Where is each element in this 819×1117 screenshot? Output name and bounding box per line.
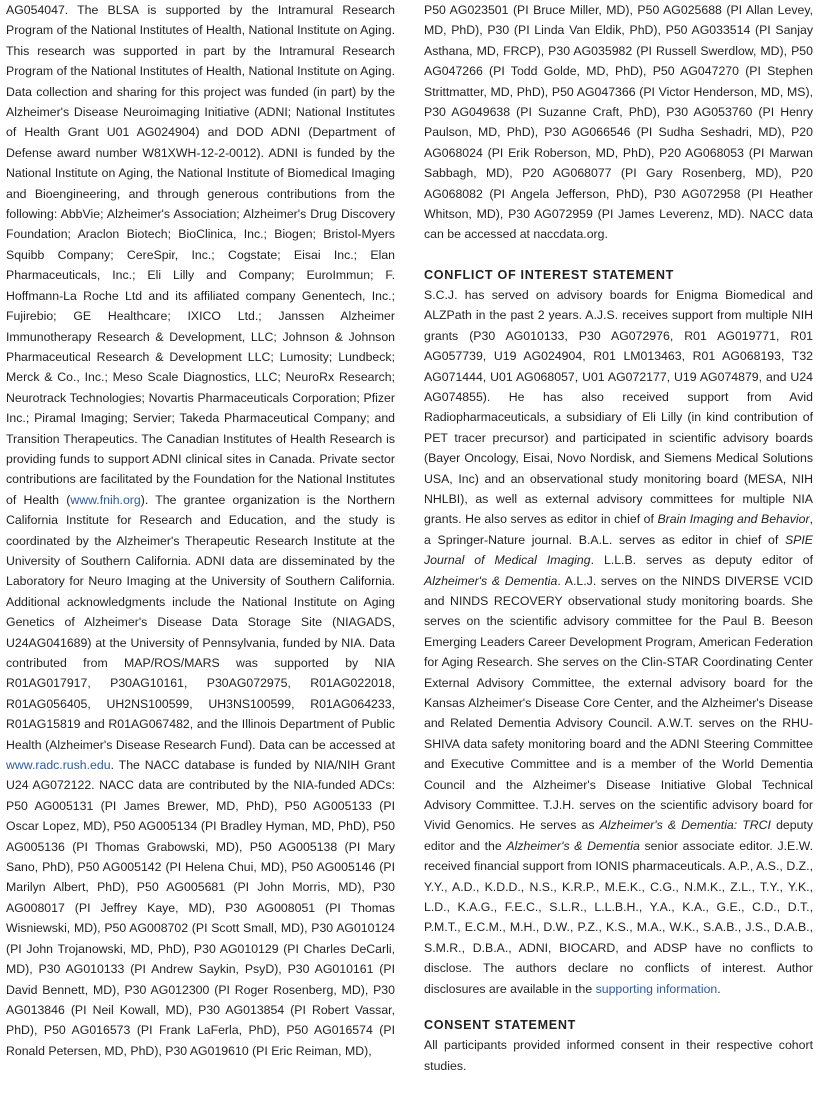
funding-text-2: ). The grantee organization is the Northern California Institute for Research and Education, and the study is coordinated by the Alzheimer's Therapeutic Research Institute at the University of Southern California. ADNI data are disseminated by the Laboratory for Neuro Imaging at the University of Southern California. Additional acknowledgments include the National Institute on Aging Genetics of Alzheimer's Disease Data Storage Site (NIAGADS, U24AG041689) at the University of Pennsylvania, funded by NIA. Data contributed from MAP/ROS/MARS was supported by NIA R01AG017917, P30AG10161, P30AG072975, R01AG022018, R01AG056405, UH2NS100599, UH3NS100599, R01AG064233, R01AG15819 and R01AG067482, and the Illinois Department of Public Health (Alzheimer's Disease Research Fund). Data can be accessed at	[6, 492, 396, 752]
journal-title: Alzheimer's & Dementia	[424, 573, 558, 588]
coi-text-7: .	[717, 981, 721, 996]
consent-paragraph: All participants provided informed consent in their respective cohort studies.	[424, 1038, 813, 1073]
coi-paragraph	[424, 285, 813, 999]
coi-text-2: , a Springer-Nature journal. B.A.L. serves as editor in chief of	[424, 512, 813, 547]
nacc-paragraph: P50 AG023501 (PI Bruce Miller, MD), P50 AG025688 (PI Allan Levey, MD, PhD), P30 (PI Linda Van Eldik, PhD), P50 AG033514 (PI Sanjay Asthana, MD, FRCP), P30 AG035982 (PI Russell Swerdlow, MD), P50 AG047266 (PI Todd Golde, MD, PhD), P50 AG047270 (PI Stephen Strittmatter, MD, PhD), P50 AG047366 (PI Victor Henderson, MD, MS), P30 AG049638 (PI Suzanne Craft, PhD), P30 AG053760 (PI Henry Paulson, MD, PhD), P30 AG066546 (PI Sudha Seshadri, MD), P20 AG068024 (PI Erik Roberson, MD, PhD), P20 AG068053 (PI Marwan Sabbagh, MD), P20 AG068077 (PI Gary Rosenberg, MD), P20 AG068082 (PI Angela Jefferson, PhD), P30 AG072958 (PI Heather Whitson, MD), P30 AG072959 (PI James Leverenz, MD). NACC data can be accessed at naccdata.org.	[424, 3, 813, 242]
funding-paragraph	[6, 0, 395, 1061]
coi-text-4: . A.L.J. serves on the NINDS DIVERSE VCID and NINDS RECOVERY observational study monitoring boards. She serves on the scientific advisory committee for the Paul B. Beeson Emerging Leaders Career Development Program, American Federation for Aging Research. She serves on the Clin-STAR Coordinating Center External Advisory Committee, the external advisory board for the Kansas Alzheimer's Disease Core Center, and the Alzheimer's Disease and Related Dementia Advisory Council. A.W.T. serves on the RHU-SHIVA data safety monitoring board and the ADNI Steering Committee and Executive Committee and is a member of the World Dementia Council and the Alzheimer's Disease Initiative Global Technical Advisory Committee. T.J.H. serves on the scientific advisory board for Vivid Genomics. He serves as	[424, 573, 813, 833]
consent-heading: CONSENT STATEMENT	[424, 1018, 577, 1033]
right-column	[424, 0, 813, 1076]
radc-link[interactable]: www.radc.rush.edu	[6, 758, 111, 773]
funding-text-1: AG054047. The BLSA is supported by the Intramural Research Program of the National Institutes of Health, National Institute on Aging. This research was supported in part by the Intramural Research Program of the National Institutes of Health, National Institute on Aging. Data collection and sharing for this project was funded (in part) by the Alzheimer's Disease Neuroimaging Initiative (ADNI; National Institutes of Health Grant U01 AG024904) and DOD ADNI (Department of Defense award number W81XWH-12-2-0012). ADNI is funded by the National Institute on Aging, the National Institute of Biomedical Imaging and Bioengineering, and through generous contributions from the following: AbbVie; Alzheimer's Association; Alzheimer's Drug Discovery Foundation; Araclon Biotech; BioClinica, Inc.; Biogen; Bristol-Myers Squibb Company; CereSpir, Inc.; Cogstate; Eisai Inc.; Elan Pharmaceuticals, Inc.; Eli Lilly and Company; EuroImmun; F. Hoffmann-La Roche Ltd and its affiliated company Genentech, Inc.; Fujirebio; GE Healthcare; IXICO Ltd.; Janssen Alzheimer Immunotherapy Research & Development, LLC; Johnson & Johnson Pharmaceutical Research & Development LLC; Lumosity; Lundbeck; Merck & Co., Inc.; Meso Scale Diagnostics, LLC; NeuroRx Research; Neurotrack Technologies; Novartis Pharmaceuticals Corporation; Pfizer Inc.; Piramal Imaging; Servier; Takeda Pharmaceutical Company; and Transition Therapeutics. The Canadian Institutes of Health Research is providing funds to support ADNI clinical sites in Canada. Private sector contributions are facilitated by the Foundation for the National Institutes of Health (	[6, 3, 395, 507]
coi-text-3: . L.L.B. serves as deputy editor of	[590, 553, 813, 568]
supporting-information-link[interactable]: supporting information	[595, 981, 718, 996]
fnih-link[interactable]: www.fnih.org	[70, 492, 141, 507]
coi-text-1: S.C.J. has served on advisory boards for Enigma Biomedical and ALZPath in the past 2 years. A.J.S. receives support from multiple NIH grants (P30 AG010133, P30 AG072976, R01 AG019771, R01 AG057739, U19 AG024904, R01 LM013463, R01 AG068193, T32 AG071444, U01 AG068057, U01 AG072177, U19 AG074879, and U24 AG074855). He has also received support from Avid Radiopharmaceuticals, a subsidiary of Eli Lilly (in kind contribution of PET tracer precursor) and participated in scientific advisory boards (Bayer Oncology, Eisai, Novo Nordisk, and Siemens Medical Solutions USA, Inc) and an observational study monitoring board (MESA, NIH NHLBI), as well as external advisory committees for multiple NIA grants. He also serves as editor in chief of	[424, 287, 813, 527]
journal-title: Alzheimer's & Dementia: TRCI	[599, 818, 771, 833]
coi-text-6: senior associate editor. J.E.W. received financial support from IONIS pharmaceuticals. A.P., A.S., D.Z., Y.Y., A.D., K.D.D., N.S., K.R.P., M.E.K., C.G., N.M.K., Z.L., T.Y., Y.K., L.D., K.A.G., F.E.C., S.L.R., L.L.B.H., Y.A., K.A., G.E., C.D., D.T., P.M.T., E.C.M., M.H., D.W., P.Z., K.S., M.A., W.K., S.A.B., J.S., D.A.B., S.M.R., D.B.A., ADNI, BIOCARD, and ADSP have no conflicts to disclose. The authors declare no conflicts of interest. Author disclosures are available in the	[424, 838, 813, 996]
journal-title: Brain Imaging and Behavior	[657, 512, 810, 527]
coi-heading: CONFLICT OF INTEREST STATEMENT	[424, 267, 675, 282]
left-column	[6, 0, 395, 1061]
funding-text-3: . The NACC database is funded by NIA/NIH Grant U24 AG072122. NACC data are contributed by the NIA-funded ADCs: P50 AG005131 (PI James Brewer, MD, PhD), P50 AG005133 (PI Oscar Lopez, MD), P50 AG005134 (PI Bradley Hyman, MD, PhD), P50 AG005136 (PI Thomas Grabowski, MD), P50 AG005138 (PI Mary Sano, PhD), P50 AG005142 (PI Helena Chui, MD), P50 AG005146 (PI Marilyn Albert, PhD), P50 AG005681 (PI John Morris, MD), P30 AG008017 (PI Jeffrey Kaye, MD), P30 AG008051 (PI Thomas Wisniewski, MD), P50 AG008702 (PI Scott Small, MD), P30 AG010124 (PI John Trojanowski, MD, PhD), P30 AG010129 (PI Charles DeCarli, MD), P30 AG010133 (PI Andrew Saykin, PsyD), P30 AG010161 (PI David Bennett, MD), P30 AG012300 (PI Roger Rosenberg, MD), P30 AG013846 (PI Neil Kowall, MD), P30 AG013854 (PI Robert Vassar, PhD), P50 AG016573 (PI Frank LaFerla, PhD), P50 AG016574 (PI Ronald Petersen, MD, PhD), P30 AG019610 (PI Eric Reiman, MD),	[6, 758, 395, 1058]
coi-text-5: deputy editor and the	[424, 818, 813, 853]
journal-title: SPIE Journal of Medical Imaging	[424, 532, 813, 568]
journal-title: Alzheimer's & Dementia	[506, 838, 640, 853]
